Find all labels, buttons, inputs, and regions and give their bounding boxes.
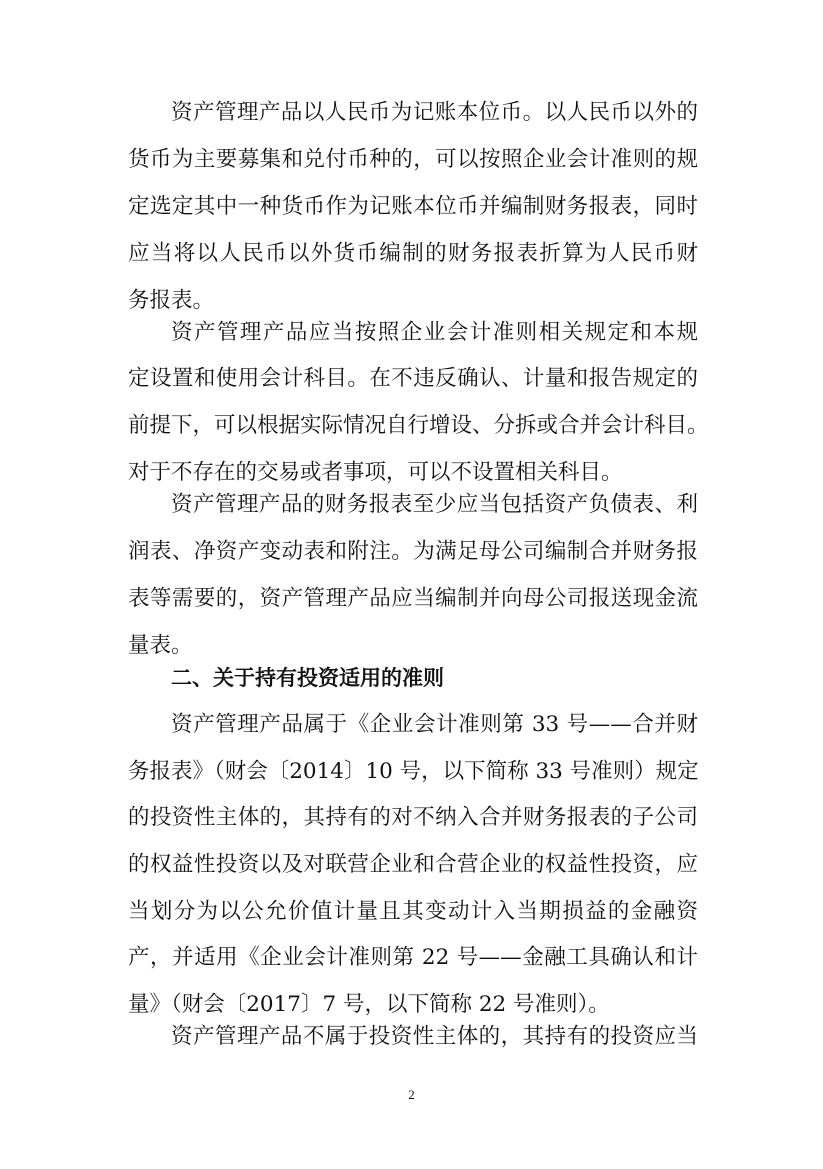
page-number: 2 (408, 1087, 415, 1102)
paragraph-2-line-4: 对于不存在的交易或者事项，可以不设置相关科目。 (128, 460, 623, 485)
paragraph-1-line-1: 资产管理产品以人民币为记账本位币。以人民币以外的 (171, 100, 698, 125)
paragraph-3-line-1: 资产管理产品的财务报表至少应当包括资产负债表、利 (171, 492, 698, 517)
section-heading: 二、关于持有投资适用的准则 (171, 666, 444, 690)
paragraph-5-line-1: 资产管理产品不属于投资性主体的，其持有的投资应当 (171, 1024, 698, 1049)
paragraph-2-line-1: 资产管理产品应当按照企业会计准则相关规定和本规 (171, 320, 698, 345)
paragraph-4-line-5: 当划分为以公允价值计量且其变动计入当期损益的金融资 (128, 899, 698, 924)
paragraph-4-line-6: 产，并适用《企业会计准则第 22 号——金融工具确认和计 (128, 945, 698, 970)
paragraph-2-line-2: 定设置和使用会计科目。在不违反确认、计量和报告规定的 (128, 366, 698, 391)
paragraph-1-line-3: 定选定其中一种货币作为记账本位币并编制财务报表，同时 (128, 194, 698, 219)
paragraph-4-line-7: 量》（财会〔2017〕7 号，以下简称 22 号准则）。 (128, 992, 610, 1017)
paragraph-3-line-2: 润表、净资产变动表和附注。为满足母公司编制合并财务报 (128, 539, 698, 564)
paragraph-1-line-4: 应当将以人民币以外货币编制的财务报表折算为人民币财 (128, 241, 698, 266)
paragraph-3-line-3: 表等需要的，资产管理产品应当编制并向母公司报送现金流 (128, 586, 698, 611)
paragraph-4-line-4: 的权益性投资以及对联营企业和合营企业的权益性投资，应 (128, 852, 698, 877)
paragraph-3-line-4: 量表。 (128, 633, 193, 658)
paragraph-4-line-3: 的投资性主体的，其持有的对不纳入合并财务报表的子公司 (128, 805, 698, 830)
paragraph-4-line-2: 务报表》（财会〔2014〕10 号，以下简称 33 号准则）规定 (128, 759, 699, 784)
paragraph-4-line-1: 资产管理产品属于《企业会计准则第 33 号——合并财 (171, 712, 698, 737)
paragraph-1-line-5: 务报表。 (128, 288, 215, 313)
paragraph-2-line-3: 前提下，可以根据实际情况自行增设、分拆或合并会计科目。 (128, 413, 709, 438)
paragraph-1-line-2: 货币为主要募集和兑付币种的，可以按照企业会计准则的规 (128, 147, 698, 172)
